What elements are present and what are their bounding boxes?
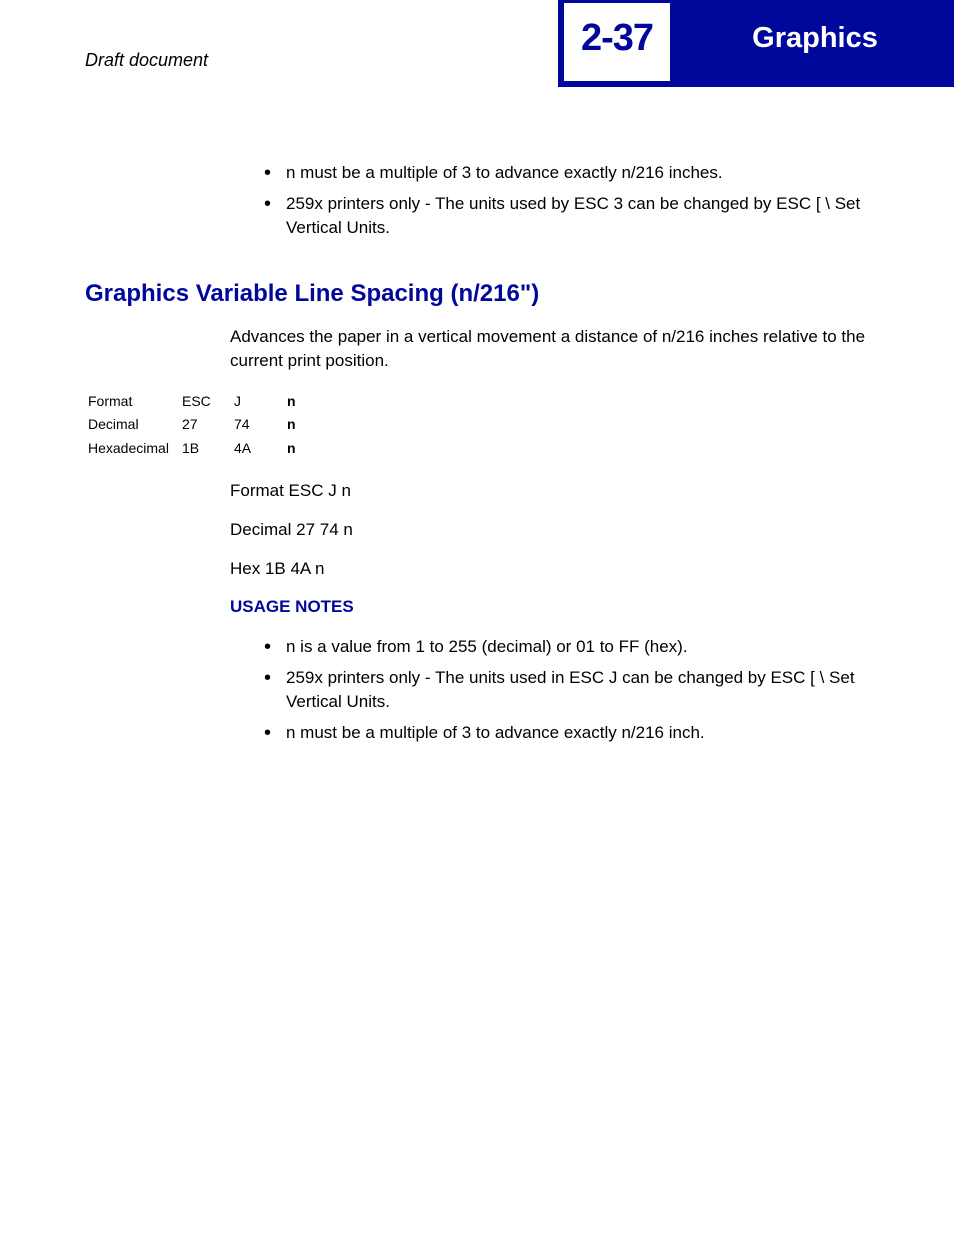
- list-item-text: n must be a multiple of 3 to advance exactly n/216 inches.: [286, 163, 723, 182]
- top-bullet-list: [262, 161, 862, 247]
- list-item-text: n must be a multiple of 3 to advance exactly n/216 inch.: [286, 723, 705, 742]
- list-item: [262, 192, 862, 240]
- list-item: [262, 161, 862, 185]
- table-row: [85, 436, 299, 460]
- table-cell: ESC: [182, 392, 211, 409]
- page-number: 2-37: [580, 17, 654, 59]
- table-cell: 4A: [234, 439, 252, 456]
- list-item: [262, 721, 862, 745]
- list-item-text: 259x printers only - The units used in ESC J can be changed by ESC [ \ Set Vertical Units.: [286, 668, 855, 711]
- table-row: [85, 389, 299, 413]
- table-cell: Decimal: [88, 416, 139, 433]
- hex-line: Hex 1B 4A n: [230, 559, 325, 578]
- bullet-icon: •: [264, 193, 272, 215]
- list-item: [262, 635, 862, 659]
- table-row: [85, 413, 299, 437]
- chapter-title: Graphics: [752, 22, 878, 54]
- format-table: [85, 389, 299, 460]
- table-cell: 27: [182, 416, 198, 433]
- bullet-icon: •: [264, 722, 272, 744]
- bullet-icon: •: [264, 636, 272, 658]
- section-heading: Graphics Variable Line Spacing (n/216"): [85, 280, 540, 307]
- table-cell: 1B: [182, 439, 200, 456]
- bullet-icon: •: [264, 162, 272, 184]
- table-cell: J: [234, 392, 241, 409]
- bullet-icon: •: [264, 667, 272, 689]
- format-line: Format ESC J n: [230, 481, 351, 500]
- usage-notes-list: [262, 635, 862, 752]
- list-item-text: n is a value from 1 to 255 (decimal) or 01 to FF (hex).: [286, 637, 688, 656]
- table-cell: n: [287, 416, 296, 433]
- table-cell: Hexadecimal: [88, 439, 169, 456]
- section-description: Advances the paper in a vertical movement a distance of n/216 inches relative to the current print position.: [230, 327, 866, 370]
- list-item-text: 259x printers only - The units used by ESC 3 can be changed by ESC [ \ Set Vertical Units.: [286, 194, 861, 237]
- list-item: [262, 666, 862, 714]
- page-number-box: [564, 3, 670, 81]
- table-cell: Format: [88, 392, 133, 409]
- table-cell: n: [287, 439, 296, 456]
- decimal-line: Decimal 27 74 n: [230, 520, 353, 539]
- draft-label: Draft document: [85, 50, 209, 70]
- table-cell: n: [287, 392, 296, 409]
- usage-notes-title: USAGE NOTES: [230, 597, 354, 616]
- table-cell: 74: [234, 416, 250, 433]
